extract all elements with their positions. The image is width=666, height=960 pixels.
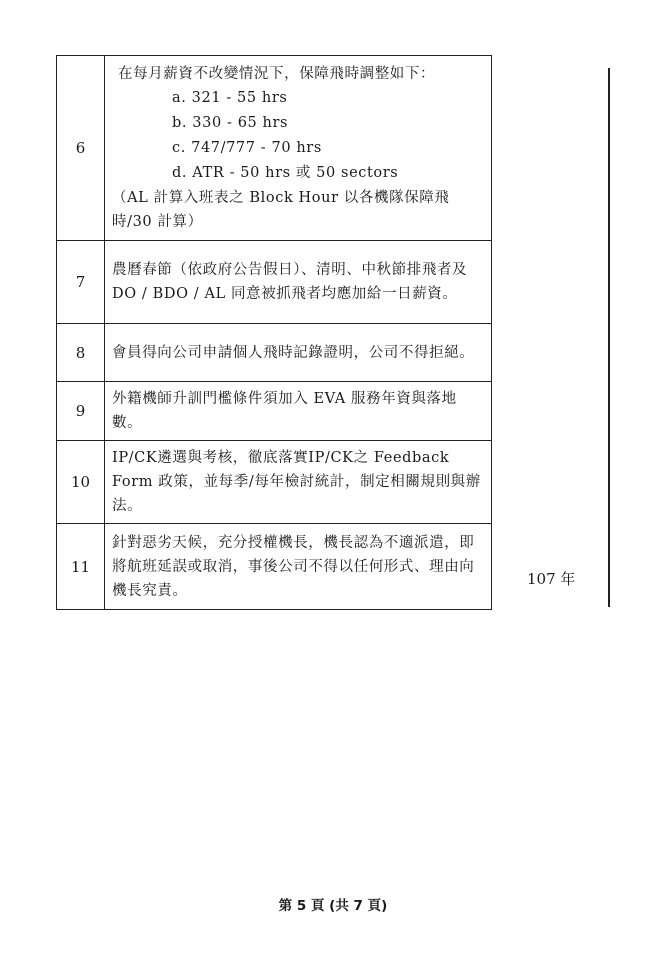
sub-item: b. 330 - 65 hrs <box>172 115 289 131</box>
row-number: 9 <box>57 382 105 441</box>
row-content <box>105 56 492 241</box>
row-number: 10 <box>57 441 105 524</box>
table-row <box>57 524 492 610</box>
clauses-table <box>56 55 492 610</box>
table-row <box>57 324 492 382</box>
row-text: 會員得向公司申請個人飛時記錄證明，公司不得拒絕。 <box>105 324 492 382</box>
table-row <box>57 441 492 524</box>
row-intro: 在每月薪資不改變情況下，保障飛時調整如下： <box>118 66 436 82</box>
row-text: 針對惡劣天候，充分授權機長，機長認為不適派遣，即將航班延誤或取消，事後公司不得以任何形式、理由向機長究責。 <box>105 524 492 610</box>
row-number: 6 <box>57 56 105 241</box>
row-text: 農曆春節（依政府公告假日）、清明、中秋節排飛者及 DO / BDO / AL 同意被抓飛者均應加給一日薪資。 <box>105 241 492 324</box>
row-number: 11 <box>57 524 105 610</box>
row-note: （AL 計算入班表之 Block Hour 以各機隊保障飛時/30 計算） <box>112 190 450 230</box>
row-number: 8 <box>57 324 105 382</box>
row-text: 外籍機師升訓門檻條件須加入 EVA 服務年資與落地數。 <box>105 382 492 441</box>
table-row <box>57 241 492 324</box>
table-row <box>57 382 492 441</box>
row-text: IP/CK遴選與考核，徹底落實IP/CK之 Feedback Form 政策，並每季/每年檢討統計，制定相關規則與辦法。 <box>105 441 492 524</box>
row-number: 7 <box>57 241 105 324</box>
sub-item: a. 321 - 55 hrs <box>172 90 288 106</box>
table-row <box>57 56 492 241</box>
right-margin-line <box>608 68 610 607</box>
sub-item: c. 747/777 - 70 hrs <box>172 140 322 156</box>
sub-item: d. ATR - 50 hrs 或 50 sectors <box>172 165 399 181</box>
page-footer: 第 5 頁 (共 7 頁) <box>278 898 388 914</box>
side-year-note: 107 年 <box>527 570 576 588</box>
